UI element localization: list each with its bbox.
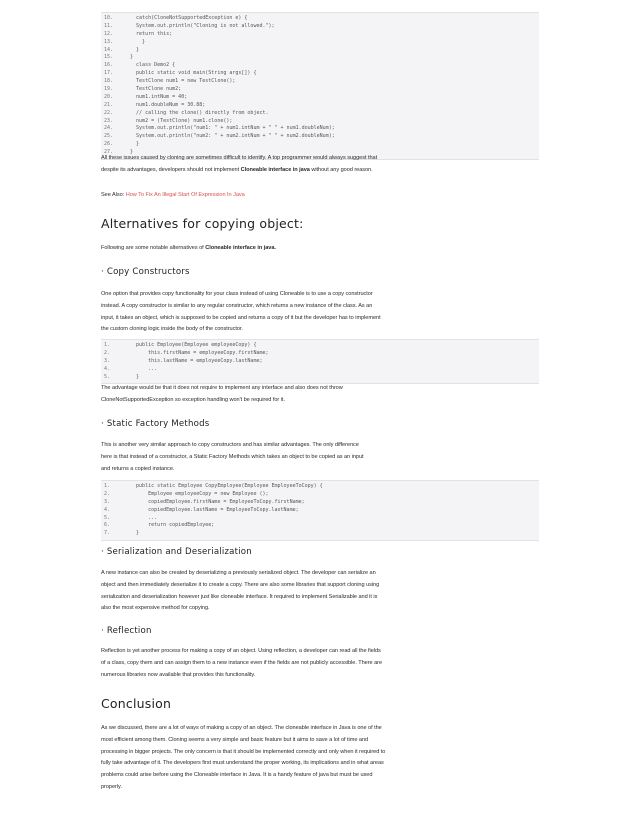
line-number: 3. — [104, 357, 111, 364]
line-number: 7. — [104, 530, 111, 537]
heading-conclusion: Conclusion — [101, 696, 172, 711]
code-line — [101, 530, 539, 538]
heading-alternatives: Alternatives for copying object: — [101, 216, 304, 231]
code-line — [101, 125, 539, 133]
code-text: System.out.println("Cloning is not allowed."); — [124, 22, 275, 29]
line-number: 2. — [104, 490, 111, 497]
code-line — [101, 342, 539, 350]
line-number: 23. — [104, 117, 114, 124]
paragraph-copy-constructors: One option that provides copy functionality for your class instead of using Cloneable is to use a copy constructor instead. A copy constructor is similar to any regular constructor, which returns a new instance of the class. As an input, it takes an object, which is supposed to be copied and returns a copy of it but the developer has to implement the custom cloning logic inside the body of the constructor. — [101, 291, 381, 333]
see-also: See Also: How To Fix An Illegal Start Of Expression In Java — [101, 192, 245, 198]
code-line — [101, 515, 539, 523]
heading-serialization: · Serialization and Deserialization — [101, 547, 252, 557]
code-text: } — [124, 38, 146, 45]
line-number: 18. — [104, 78, 114, 85]
see-also-link[interactable]: How To Fix An Illegal Start Of Expression In Java — [125, 192, 245, 198]
paragraph-conclusion: As we discussed, there are a lot of ways of making a copy of an object. The cloneable interface in Java is one of the most efficient among them. Cloning seems a very simple and basic feature but it aims to save a lot of time and processing in bigger projects. The only concern is that it should be implemented correctly and only when it required to fully take advantage of it. The developers first must understand the proper working, its implications and in what areas problems could arise before using the Cloneable interface in Java. It is a handy feature of java but must be used properly. — [101, 725, 386, 790]
code-text: public static void main(String args[]) { — [124, 70, 257, 77]
line-number: 15. — [104, 54, 114, 61]
code-text: ... — [124, 365, 158, 372]
heading-static-factory: · Static Factory Methods — [101, 419, 210, 429]
code-text: this.firstName = employeeCopy.firstName; — [124, 349, 269, 356]
code-line — [101, 78, 539, 86]
code-line — [101, 141, 539, 149]
line-number: 4. — [104, 365, 111, 372]
line-number: 20. — [104, 93, 114, 100]
code-text: public Employee(Employee employeeCopy) { — [124, 342, 257, 348]
code-line — [101, 507, 539, 515]
paragraph-advantage: The advantage would be that it does not require to implement any interface and also does not throw CloneNotSupportedException so exception handling won't be required for it. — [101, 385, 343, 403]
code-text: copiedEmployee.firstName = EmployeeToCopy.firstName; — [124, 498, 305, 505]
code-line — [101, 133, 539, 141]
code-text: catch(CloneNotSupportedException e) { — [124, 15, 248, 21]
code-text: } — [124, 54, 134, 61]
line-number: 22. — [104, 109, 114, 116]
paragraph-issues: All these issues caused by cloning are sometimes difficult to identify. A top programmer would always suggest that despite its advantages, developers should not implement Cloneable interface in java without any good reason. — [101, 155, 378, 173]
line-number: 2. — [104, 349, 111, 356]
code-text: num1.intNum = 40; — [124, 93, 188, 100]
code-text: num1.doubleNum = 30.88; — [124, 101, 206, 108]
line-number: 1. — [104, 483, 111, 489]
code-text: num2 = (TestClone) num1.clone(); — [124, 117, 233, 124]
line-number: 1. — [104, 342, 111, 348]
code-line — [101, 47, 539, 55]
code-line — [101, 15, 539, 23]
code-text: } — [124, 373, 140, 380]
line-number: 11. — [104, 22, 114, 29]
line-number: 10. — [104, 15, 114, 21]
code-line — [101, 358, 539, 366]
code-text: // calling the clone() directly from object. — [124, 109, 269, 116]
code-text: System.out.println("num2: " + num2.intNum + " " + num2.doubleNum); — [124, 133, 335, 140]
line-number: 6. — [104, 522, 111, 529]
code-line — [101, 39, 539, 47]
code-line — [101, 522, 539, 530]
line-number: 21. — [104, 101, 114, 108]
line-number: 24. — [104, 125, 114, 132]
line-number: 25. — [104, 133, 114, 140]
code-text: } — [124, 149, 134, 156]
code-line — [101, 110, 539, 118]
code-line — [101, 118, 539, 126]
line-number: 5. — [104, 373, 111, 380]
line-number: 4. — [104, 506, 111, 513]
paragraph-static-factory: This is another very similar approach to copy constructors and has similar advantages. The only difference here is that instead of a constructor, a Static Factory Methods which takes an object to be copied as an input and returns a copied instance. — [101, 442, 364, 472]
code-text: this.lastName = employeeCopy.lastName; — [124, 357, 263, 364]
code-line — [101, 102, 539, 110]
code-line — [101, 31, 539, 39]
code-text: copiedEmployee.lastName = EmployeeToCopy.lastName; — [124, 506, 299, 513]
code-line — [101, 483, 539, 491]
code-line — [101, 86, 539, 94]
code-text: ... — [124, 514, 158, 521]
code-line — [101, 366, 539, 374]
code-line — [101, 70, 539, 78]
heading-reflection: · Reflection — [101, 626, 152, 636]
code-text: System.out.println("num1: " + num1.intNum + " " + num1.doubleNum); — [124, 125, 335, 132]
code-text: } — [124, 46, 140, 53]
code-block-clone-demo — [101, 12, 539, 160]
line-number: 14. — [104, 46, 114, 53]
code-text: return this; — [124, 30, 173, 37]
code-line — [101, 499, 539, 507]
code-text: TestClone num1 = new TestClone(); — [124, 78, 236, 85]
code-line — [101, 374, 539, 382]
code-text: return copiedEmployee; — [124, 522, 215, 529]
code-text: } — [124, 141, 140, 148]
code-block-factory-method — [101, 480, 539, 541]
line-number: 17. — [104, 70, 114, 77]
code-block-copy-constructor — [101, 339, 539, 384]
code-line — [101, 94, 539, 102]
code-text: class Demo2 { — [124, 62, 176, 69]
paragraph-serialization: A new instance can also be created by deserializing a previously serialized object. The developer can serialize an object and then immediately deserialize it to create a copy. There are also some libraries that support cloning using serialization and deserialization however just like cloneable interface. It required to implement Serializable and it is also the most expensive method for copying. — [101, 570, 380, 612]
code-text: public static Employee CopyEmployee(Employee EmployeeToCopy) { — [124, 483, 323, 489]
heading-copy-constructors: · Copy Constructors — [101, 267, 190, 277]
code-text: } — [124, 530, 140, 537]
code-text: TestClone num2; — [124, 86, 182, 93]
line-number: 27. — [104, 149, 114, 156]
code-line — [101, 23, 539, 31]
line-number: 16. — [104, 62, 114, 69]
code-text: Employee employeeCopy = new Employee (); — [124, 490, 269, 497]
line-number: 19. — [104, 86, 114, 93]
paragraph-reflection: Reflection is yet another process for making a copy of an object. Using reflection, a developer can read all the fields of a class, copy them and can assign them to a new instance even if the fields are not publicly accessible. There are numerous libraries now available that provides this functionality. — [101, 648, 383, 678]
line-number: 3. — [104, 498, 111, 505]
code-line — [101, 350, 539, 358]
line-number: 12. — [104, 30, 114, 37]
line-number: 26. — [104, 141, 114, 148]
code-line — [101, 491, 539, 499]
paragraph-alternatives: Following are some notable alternatives of Cloneable interface in java. — [101, 245, 276, 251]
code-line — [101, 62, 539, 70]
code-line — [101, 54, 539, 62]
line-number: 5. — [104, 514, 111, 521]
line-number: 13. — [104, 38, 114, 45]
